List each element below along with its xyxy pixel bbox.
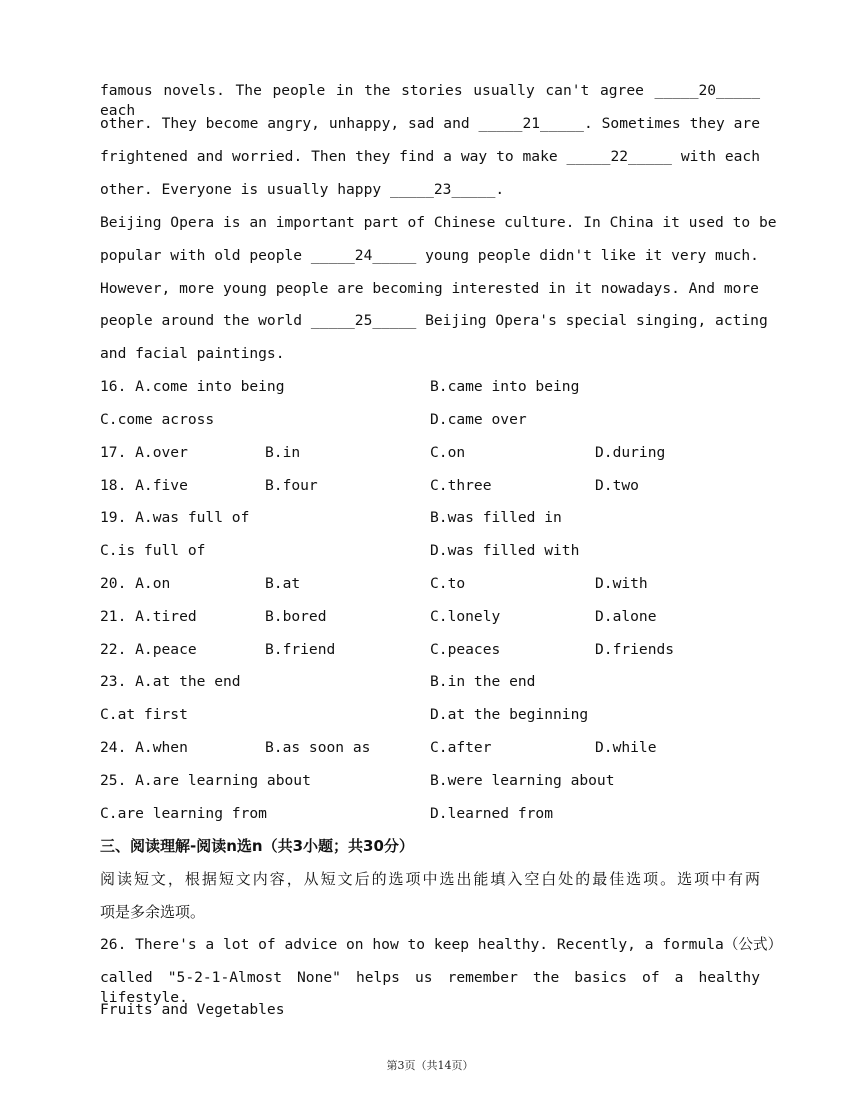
q22-option-c: C.peaces bbox=[430, 641, 501, 658]
q17-option-d: D.during bbox=[595, 444, 666, 461]
passage-line-7: However, more young people are becoming interested in it nowadays. And more bbox=[100, 280, 759, 297]
passage-line-5: Beijing Opera is an important part of Chinese culture. In China it used to be bbox=[100, 214, 777, 231]
passage-line-2: other. They become angry, unhappy, sad and _____21_____. Sometimes they are bbox=[100, 115, 760, 132]
q19-option-c: C.is full of bbox=[100, 542, 206, 559]
q17-option-a: 17. A.over bbox=[100, 444, 188, 461]
q26-line-2: called "5-2-1-Almost None" helps us remember the basics of a healthy lifestyle. bbox=[100, 969, 760, 1006]
q16-option-a: 16. A.come into being bbox=[100, 378, 285, 395]
q21-option-c: C.lonely bbox=[430, 608, 501, 625]
q23-option-b: B.in the end bbox=[430, 673, 536, 690]
q22-option-d: D.friends bbox=[595, 641, 675, 658]
q24-option-c: C.after bbox=[430, 739, 492, 756]
q16-option-c: C.come across bbox=[100, 411, 215, 428]
passage-line-6: popular with old people _____24_____ young people didn't like it very much. bbox=[100, 247, 759, 264]
passage-line-8: people around the world _____25_____ Beijing Opera's special singing, acting bbox=[100, 312, 768, 329]
q18-option-a: 18. A.five bbox=[100, 477, 188, 494]
q25-option-c: C.are learning from bbox=[100, 805, 267, 822]
q25-option-a: 25. A.are learning about bbox=[100, 772, 311, 789]
q21-option-b: B.bored bbox=[265, 608, 327, 625]
q25-option-b: B.were learning about bbox=[430, 772, 615, 789]
q17-option-c: C.on bbox=[430, 444, 466, 461]
q24-option-b: B.as soon as bbox=[265, 739, 371, 756]
passage-line-9: and facial paintings. bbox=[100, 345, 285, 362]
q22-option-a: 22. A.peace bbox=[100, 641, 197, 658]
q16-option-d: D.came over bbox=[430, 411, 527, 428]
instruction-line-1: 阅读短文，根据短文内容，从短文后的选项中选出能填入空白处的最佳选项。选项中有两 bbox=[100, 870, 760, 888]
q19-option-d: D.was filled with bbox=[430, 542, 580, 559]
q18-option-c: C.three bbox=[430, 477, 492, 494]
instruction-line-2: 项是多余选项。 bbox=[100, 903, 206, 921]
q26-line-3: Fruits and Vegetables bbox=[100, 1001, 285, 1018]
q22-option-b: B.friend bbox=[265, 641, 336, 658]
q20-option-a: 20. A.on bbox=[100, 575, 171, 592]
q21-option-a: 21. A.tired bbox=[100, 608, 197, 625]
q25-option-d: D.learned from bbox=[430, 805, 554, 822]
q17-option-b: B.in bbox=[265, 444, 301, 461]
q24-option-d: D.while bbox=[595, 739, 657, 756]
q20-option-c: C.to bbox=[430, 575, 466, 592]
passage-line-4: other. Everyone is usually happy _____23_____. bbox=[100, 181, 505, 198]
q21-option-d: D.alone bbox=[595, 608, 657, 625]
q18-option-b: B.four bbox=[265, 477, 318, 494]
page-footer: 第3页（共14页） bbox=[386, 1059, 474, 1072]
q24-option-a: 24. A.when bbox=[100, 739, 188, 756]
q20-option-d: D.with bbox=[595, 575, 648, 592]
q19-option-b: B.was filled in bbox=[430, 509, 562, 526]
q23-option-d: D.at the beginning bbox=[430, 706, 589, 723]
passage-line-1: famous novels. The people in the stories usually can't agree _____20_____ each bbox=[100, 82, 760, 119]
q23-option-c: C.at first bbox=[100, 706, 188, 723]
passage-line-3: frightened and worried. Then they find a way to make _____22_____ with each bbox=[100, 148, 760, 165]
q16-option-b: B.came into being bbox=[430, 378, 580, 395]
q18-option-d: D.two bbox=[595, 477, 639, 494]
q26-line-1: 26. There's a lot of advice on how to keep healthy. Recently, a formula（公式） bbox=[100, 936, 783, 953]
q20-option-b: B.at bbox=[265, 575, 301, 592]
q23-option-a: 23. A.at the end bbox=[100, 673, 241, 690]
q19-option-a: 19. A.was full of bbox=[100, 509, 250, 526]
section-heading: 三、阅读理解-阅读n选n（共3小题；共30分） bbox=[100, 837, 414, 855]
